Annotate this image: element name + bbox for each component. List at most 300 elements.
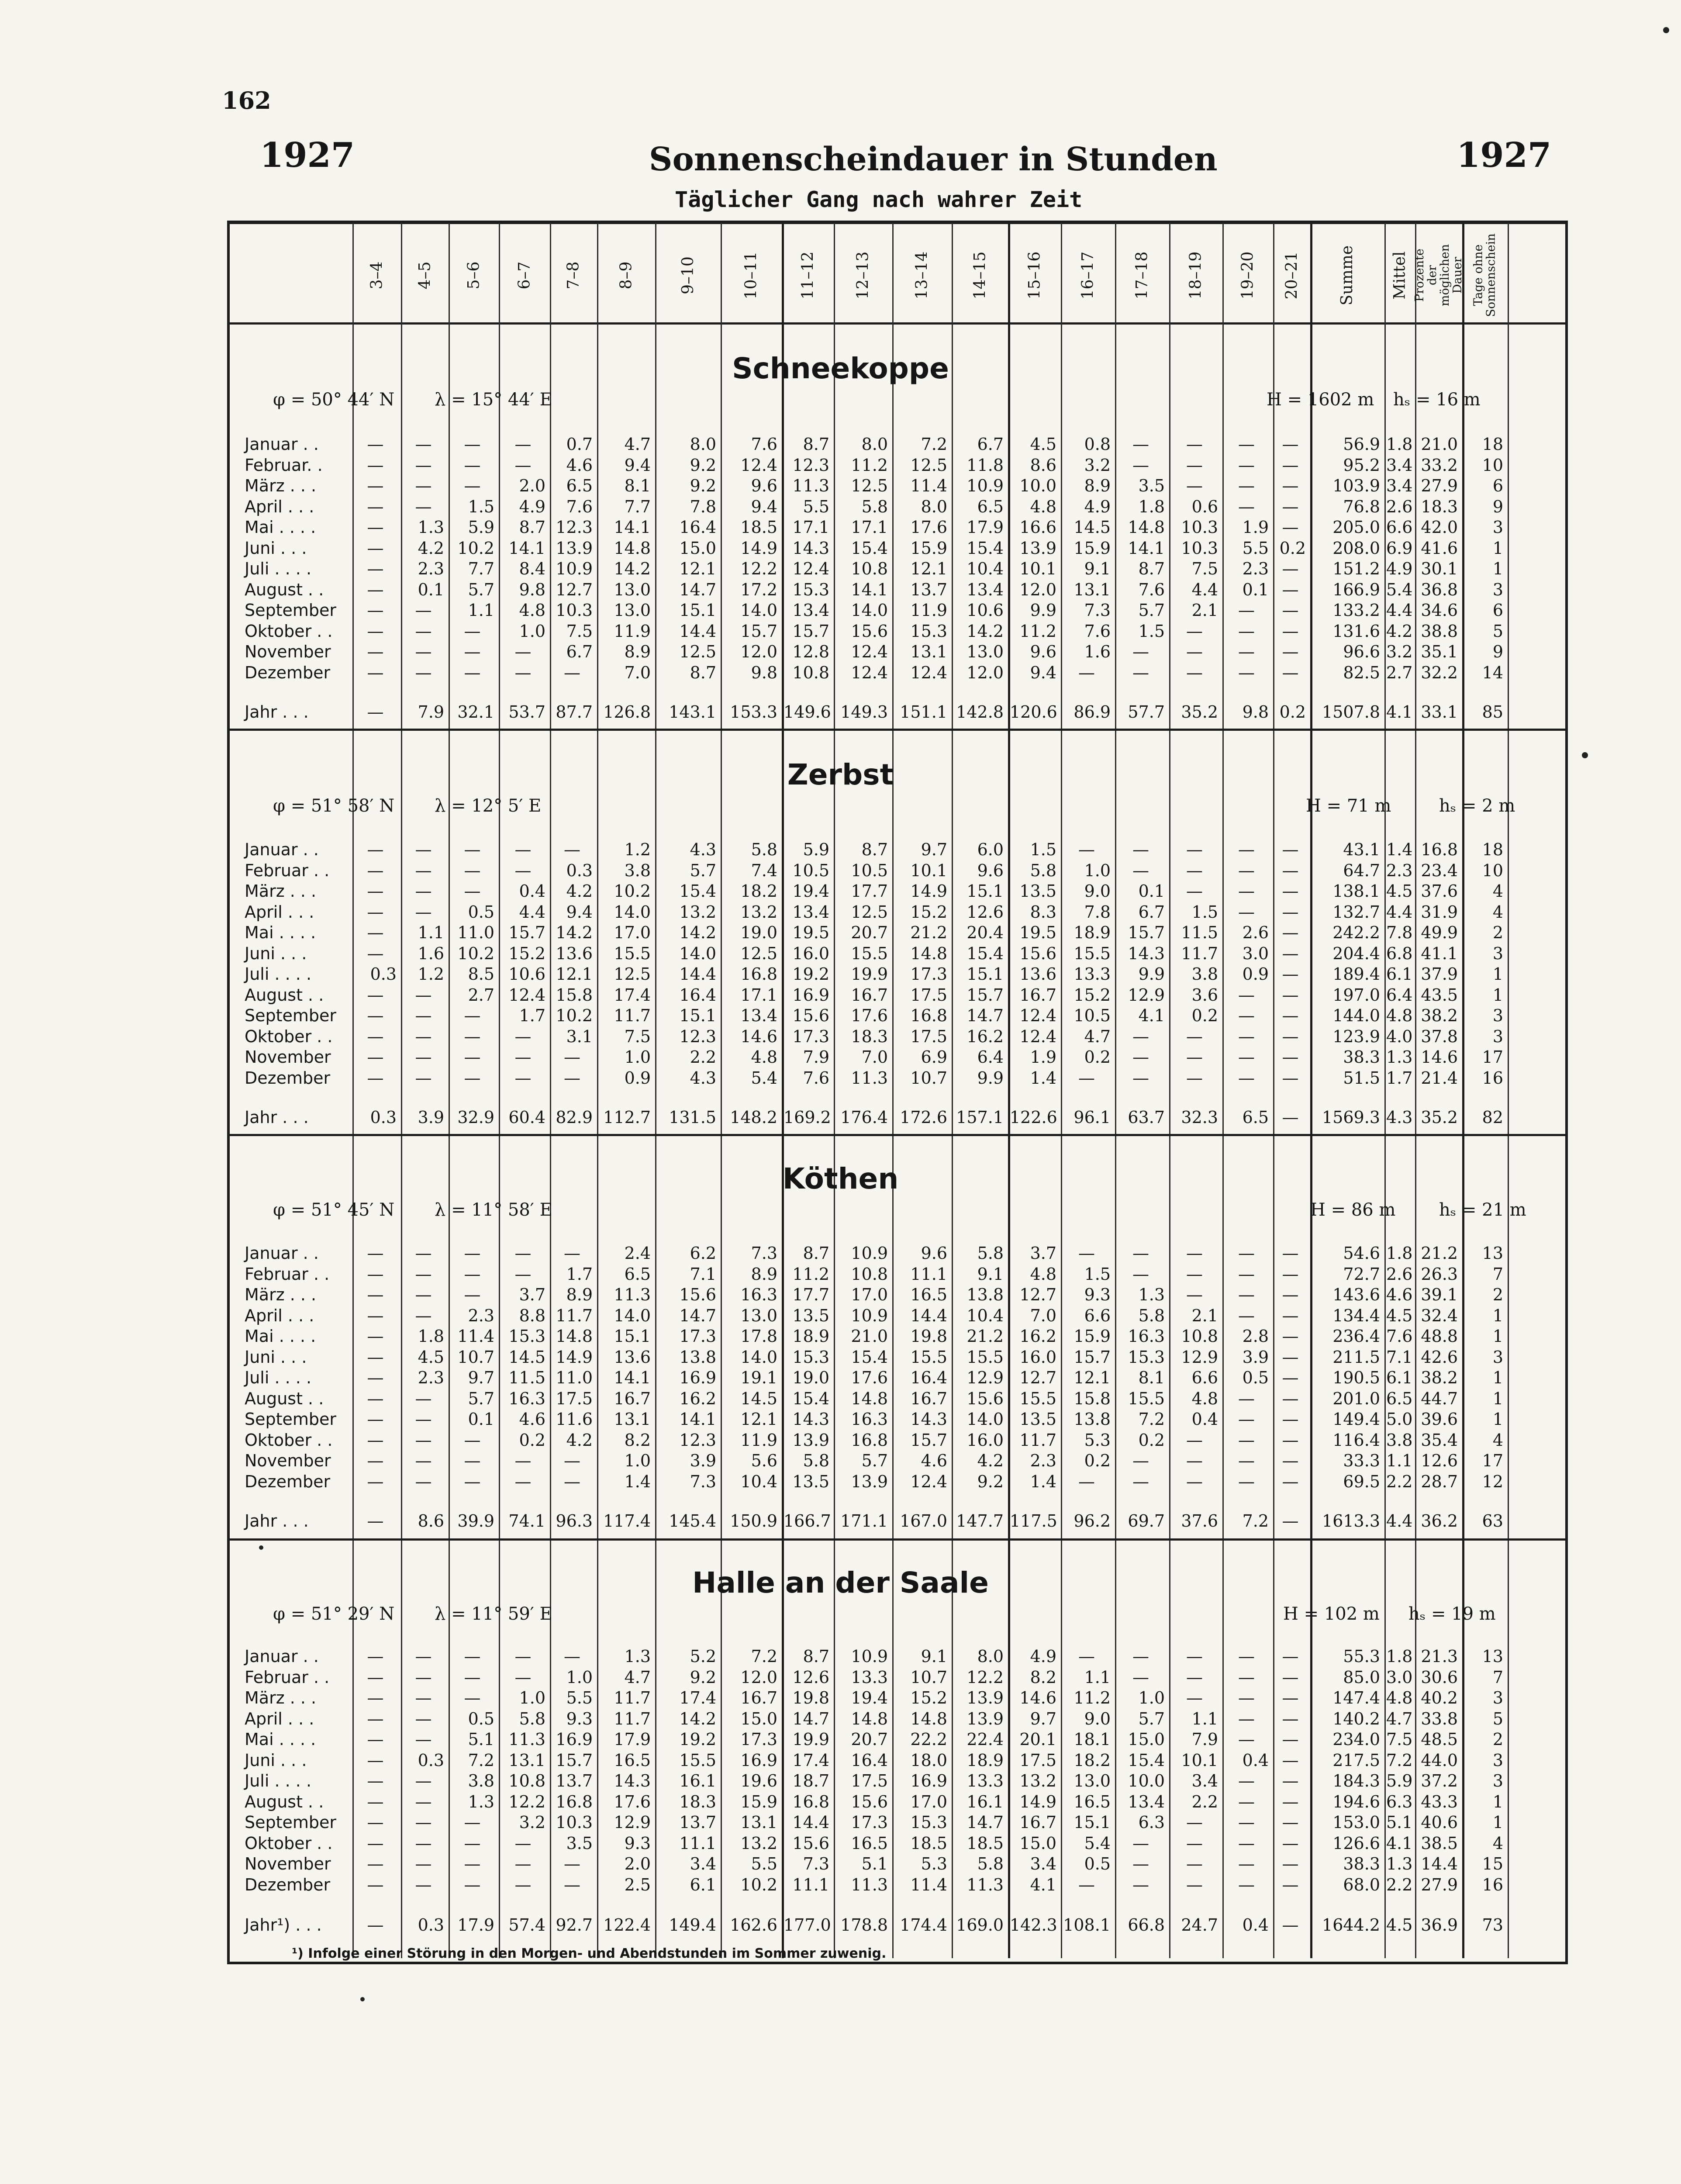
table-cell: 2.2: [1386, 1472, 1413, 1491]
table-cell: 15.4: [966, 943, 1004, 963]
table-cell: —: [464, 1647, 481, 1666]
row-label: Juli . . . .: [245, 1368, 312, 1387]
table-cell: 5.8: [803, 1451, 829, 1470]
table-cell: 8.1: [1138, 1368, 1165, 1387]
table-cell: —: [1132, 1451, 1149, 1470]
table-cell: —: [514, 840, 532, 859]
station-height: H = 1602 m: [1267, 390, 1374, 410]
table-cell: 3: [1492, 1771, 1503, 1790]
table-cell: —: [415, 1006, 432, 1025]
table-cell: 7.7: [624, 497, 651, 516]
table-cell: 1613.3: [1322, 1511, 1380, 1531]
table-cell: 14.5: [1073, 518, 1111, 537]
table-cell: 43.1: [1343, 840, 1380, 859]
table-cell: —: [1186, 1667, 1203, 1687]
table-cell: 9.4: [566, 902, 593, 922]
table-cell: —: [367, 1026, 384, 1046]
table-cell: 0.8: [1084, 435, 1111, 454]
table-cell: 10.4: [966, 559, 1004, 578]
table-cell: 12.9: [614, 1813, 651, 1832]
table-cell: 72.7: [1343, 1264, 1380, 1284]
table-cell: 148.2: [730, 1108, 777, 1127]
table-cell: 21.4: [1421, 1068, 1458, 1088]
row-label: Januar . .: [245, 840, 319, 859]
station-separator: [227, 1134, 1565, 1136]
column-header: [834, 229, 892, 321]
table-cell: 32.9: [457, 1108, 494, 1127]
table-cell: —: [367, 1854, 384, 1873]
table-cell: 27.9: [1421, 476, 1458, 495]
row-label: Juni . . .: [245, 538, 307, 558]
table-cell: 5: [1492, 621, 1503, 641]
table-cell: 11.2: [1019, 621, 1056, 641]
table-cell: 4: [1492, 1430, 1503, 1450]
column-divider: [1061, 223, 1062, 1958]
table-cell: 5.9: [468, 518, 494, 537]
table-cell: 4.8: [1191, 1389, 1218, 1408]
table-cell: 122.4: [603, 1915, 651, 1935]
table-cell: 6.6: [1084, 1306, 1111, 1325]
table-cell: 42.0: [1421, 518, 1458, 537]
table-cell: 14.2: [614, 559, 651, 578]
table-cell: 2.3: [1030, 1451, 1056, 1470]
table-cell: —: [415, 1285, 432, 1304]
table-cell: 9.1: [977, 1264, 1004, 1284]
table-cell: 1: [1492, 1327, 1503, 1346]
table-cell: 9.2: [690, 455, 716, 475]
table-cell: 13.8: [966, 1285, 1004, 1304]
table-cell: 0.9: [1242, 964, 1269, 984]
table-cell: 13.5: [1019, 1410, 1056, 1429]
table-cell: 3.2: [519, 1813, 545, 1832]
table-cell: 9.2: [977, 1472, 1004, 1491]
table-cell: —: [415, 601, 432, 620]
table-cell: 16.2: [966, 1026, 1004, 1046]
table-cell: 14.8: [910, 943, 947, 963]
table-cell: 14.2: [679, 1709, 716, 1728]
page-subtitle: Täglicher Gang nach wahrer Zeit: [675, 187, 1083, 212]
table-cell: 112.7: [603, 1108, 651, 1127]
table-cell: 14.0: [614, 1306, 651, 1325]
table-cell: 1.3: [418, 518, 444, 537]
table-cell: —: [1238, 902, 1255, 922]
table-cell: 205.0: [1332, 518, 1380, 537]
table-cell: 15.4: [966, 538, 1004, 558]
column-divider: [834, 223, 835, 1958]
table-cell: —: [1282, 1709, 1299, 1728]
table-cell: 12.4: [851, 642, 888, 661]
table-cell: 16.2: [679, 1389, 716, 1408]
table-cell: 12: [1482, 1472, 1503, 1491]
longitude: λ = 11° 59′ E: [435, 1604, 552, 1624]
table-cell: 7.8: [690, 497, 716, 516]
column-header: [1169, 229, 1222, 321]
table-cell: 7.5: [566, 621, 593, 641]
table-cell: 18.9: [1073, 923, 1111, 942]
table-cell: 14.5: [740, 1389, 777, 1408]
table-cell: 10.8: [508, 1771, 545, 1790]
table-cell: 9.6: [977, 860, 1004, 880]
table-cell: 37.6: [1421, 881, 1458, 901]
table-cell: 6.4: [1386, 985, 1413, 1005]
table-cell: 162.6: [730, 1915, 777, 1935]
table-cell: —: [514, 1854, 532, 1873]
table-cell: 14.1: [614, 1368, 651, 1387]
table-cell: 15.2: [508, 943, 545, 963]
table-cell: —: [514, 1647, 532, 1666]
table-cell: 6.5: [977, 497, 1004, 516]
table-cell: 12.5: [679, 642, 716, 661]
table-cell: 5: [1492, 1709, 1503, 1728]
table-cell: 126.8: [603, 702, 651, 722]
table-cell: 15.1: [966, 881, 1004, 901]
table-cell: —: [1238, 881, 1255, 901]
table-cell: —: [1186, 1647, 1203, 1666]
table-cell: 234.0: [1332, 1730, 1380, 1749]
column-header-label: 12–13: [854, 251, 872, 299]
table-cell: —: [1238, 1244, 1255, 1263]
table-cell: 5.8: [1138, 1306, 1165, 1325]
table-cell: 8.3: [1030, 902, 1056, 922]
table-cell: 117.5: [1010, 1511, 1057, 1531]
row-label: September: [245, 1410, 337, 1429]
table-cell: —: [1238, 985, 1255, 1005]
table-cell: 9.6: [1030, 642, 1056, 661]
table-cell: —: [367, 559, 384, 578]
table-cell: —: [464, 455, 481, 475]
table-cell: 17.5: [910, 1026, 947, 1046]
table-cell: 12.3: [792, 455, 829, 475]
column-header-label: Tage ohne Sonnenschein: [1472, 233, 1498, 317]
table-cell: 2.1: [1191, 1306, 1218, 1325]
table-cell: 1.0: [624, 1047, 651, 1067]
table-cell: 15.7: [910, 1430, 947, 1450]
table-cell: —: [415, 1667, 432, 1687]
row-label: März . . .: [245, 1285, 317, 1304]
table-cell: 9.4: [624, 455, 651, 475]
table-cell: —: [514, 642, 532, 661]
table-cell: 4.2: [1386, 621, 1413, 641]
table-cell: —: [367, 1750, 384, 1770]
table-cell: —: [1282, 601, 1299, 620]
table-cell: 12.5: [614, 964, 651, 984]
column-divider: [952, 223, 953, 1958]
table-cell: 13.2: [679, 902, 716, 922]
table-cell: 53.7: [508, 702, 545, 722]
table-cell: 16.7: [614, 1389, 651, 1408]
table-cell: 30.1: [1421, 559, 1458, 578]
table-cell: 7.5: [624, 1026, 651, 1046]
station-name: Schneekoppe: [732, 352, 949, 385]
table-cell: 15.4: [851, 538, 888, 558]
table-cell: 14.8: [851, 1389, 888, 1408]
table-cell: —: [464, 1244, 481, 1263]
horizon-height: hₛ = 2 m: [1439, 796, 1515, 816]
table-cell: 9.1: [921, 1647, 947, 1666]
table-cell: 2.0: [519, 476, 545, 495]
table-cell: 4.9: [1386, 559, 1413, 578]
table-cell: 11.7: [614, 1688, 651, 1707]
table-cell: 16.8: [792, 1792, 829, 1811]
table-cell: 18.5: [910, 1833, 947, 1853]
table-cell: —: [1238, 1006, 1255, 1025]
table-cell: 1.0: [519, 1688, 545, 1707]
table-cell: 7.3: [1084, 601, 1111, 620]
table-cell: 16.9: [556, 1730, 593, 1749]
table-cell: 122.6: [1010, 1108, 1057, 1127]
table-cell: 17.6: [851, 1006, 888, 1025]
table-cell: 143.1: [669, 702, 716, 722]
table-cell: 12.2: [740, 559, 777, 578]
table-cell: —: [1282, 1792, 1299, 1811]
row-label: Februar . .: [245, 860, 330, 880]
column-header-label: 16–17: [1079, 251, 1097, 299]
column-header: [952, 229, 1008, 321]
table-cell: 1.3: [1138, 1285, 1165, 1304]
table-cell: 14.0: [851, 601, 888, 620]
table-cell: 14.6: [1019, 1688, 1056, 1707]
column-divider: [1384, 223, 1386, 1958]
column-header: [499, 229, 550, 321]
table-cell: 5.7: [690, 860, 716, 880]
table-cell: —: [1238, 642, 1255, 661]
table-cell: 1.4: [624, 1472, 651, 1491]
table-cell: —: [1132, 1244, 1149, 1263]
table-cell: —: [564, 840, 580, 859]
row-label: November: [245, 1854, 331, 1873]
table-cell: 17.5: [851, 1771, 888, 1790]
row-label: November: [245, 1047, 331, 1067]
table-cell: 147.4: [1332, 1688, 1380, 1707]
table-cell: 13.9: [966, 1688, 1004, 1707]
table-cell: 4: [1492, 1833, 1503, 1853]
table-cell: —: [367, 1915, 384, 1935]
table-cell: 5.8: [861, 497, 888, 516]
row-label: August . .: [245, 985, 324, 1005]
table-cell: —: [1238, 435, 1255, 454]
table-cell: 15.5: [1073, 943, 1111, 963]
table-cell: 10.3: [556, 1813, 593, 1832]
table-cell: —: [464, 1068, 481, 1088]
table-cell: —: [1238, 621, 1255, 641]
table-cell: —: [415, 1688, 432, 1707]
table-cell: 178.8: [840, 1915, 888, 1935]
table-cell: 5.5: [751, 1854, 777, 1873]
table-cell: 15.9: [740, 1792, 777, 1811]
table-cell: —: [415, 621, 432, 641]
table-cell: 14.1: [614, 518, 651, 537]
table-cell: 10.2: [457, 538, 494, 558]
table-cell: —: [367, 497, 384, 516]
table-cell: 15.6: [966, 1389, 1004, 1408]
table-cell: 9: [1492, 497, 1503, 516]
table-cell: 7.4: [751, 860, 777, 880]
table-cell: 7.9: [803, 1047, 829, 1067]
table-cell: 6.0: [977, 840, 1004, 859]
table-cell: 12.1: [556, 964, 593, 984]
table-cell: 3: [1492, 518, 1503, 537]
table-cell: —: [367, 1833, 384, 1853]
table-cell: —: [1282, 881, 1299, 901]
table-cell: 1.8: [1386, 435, 1413, 454]
table-cell: 1.8: [418, 1327, 444, 1346]
table-cell: —: [464, 1875, 481, 1894]
ink-speck: [259, 1545, 263, 1550]
column-divider: [401, 223, 402, 1958]
table-cell: 5.3: [1084, 1430, 1111, 1450]
table-cell: —: [464, 1006, 481, 1025]
row-label: April . . .: [245, 902, 314, 922]
table-cell: 4.2: [566, 1430, 593, 1450]
table-cell: 0.3: [370, 964, 397, 984]
table-cell: —: [1282, 964, 1299, 984]
table-cell: 35.4: [1421, 1430, 1458, 1450]
table-cell: 38.2: [1421, 1006, 1458, 1025]
table-cell: 37.2: [1421, 1771, 1458, 1790]
table-cell: 4.9: [519, 497, 545, 516]
table-cell: 14.7: [966, 1006, 1004, 1025]
ink-speck: [360, 1997, 365, 2001]
table-cell: 12.5: [851, 476, 888, 495]
table-cell: 18.5: [740, 518, 777, 537]
table-cell: —: [1238, 1068, 1255, 1088]
table-cell: 3.0: [1242, 943, 1269, 963]
table-cell: —: [415, 1451, 432, 1470]
table-cell: 5.7: [861, 1451, 888, 1470]
table-cell: —: [367, 1306, 384, 1325]
ink-speck: [1663, 27, 1669, 33]
table-cell: 117.4: [603, 1511, 651, 1531]
table-cell: 5.8: [751, 840, 777, 859]
table-cell: 2.0: [624, 1854, 651, 1873]
table-cell: —: [415, 1854, 432, 1873]
table-cell: 19.6: [740, 1771, 777, 1790]
table-cell: 6.2: [690, 1244, 716, 1263]
station-name: Halle an der Saale: [692, 1566, 989, 1600]
table-cell: 16.5: [910, 1285, 947, 1304]
table-cell: 13.4: [740, 1006, 777, 1025]
table-cell: —: [1238, 1730, 1255, 1749]
table-cell: 20.4: [966, 923, 1004, 942]
table-cell: 11.5: [1181, 923, 1218, 942]
table-cell: 6.3: [1386, 1792, 1413, 1811]
table-cell: 14.4: [1421, 1854, 1458, 1873]
column-header: [1273, 229, 1310, 321]
table-cell: 7.5: [1386, 1730, 1413, 1749]
table-cell: 1.7: [566, 1264, 593, 1284]
table-cell: 149.3: [840, 702, 888, 722]
table-cell: 5.9: [1386, 1771, 1413, 1790]
table-cell: 1.4: [1386, 840, 1413, 859]
table-cell: 32.2: [1421, 663, 1458, 682]
table-cell: 16: [1482, 1068, 1503, 1088]
table-cell: 14.3: [1128, 943, 1165, 963]
table-cell: 9.7: [468, 1368, 494, 1387]
table-cell: —: [564, 1472, 580, 1491]
table-cell: 8.7: [803, 1244, 829, 1263]
table-cell: 3.7: [519, 1285, 545, 1304]
table-cell: 126.6: [1332, 1833, 1380, 1853]
table-cell: 87.7: [556, 702, 593, 722]
table-cell: —: [1282, 1347, 1299, 1367]
table-cell: —: [415, 642, 432, 661]
table-cell: —: [1132, 1875, 1149, 1894]
table-cell: 4.9: [1084, 497, 1111, 516]
table-cell: 11.2: [1073, 1688, 1111, 1707]
table-cell: 16: [1482, 1875, 1503, 1894]
table-cell: 9.8: [751, 663, 777, 682]
table-cell: 149.4: [669, 1915, 716, 1935]
table-cell: 82.5: [1343, 663, 1380, 682]
table-cell: 8.4: [519, 559, 545, 578]
row-label: Jahr¹) . . .: [245, 1915, 322, 1935]
table-cell: 12.5: [740, 943, 777, 963]
column-header-label: 10–11: [742, 251, 760, 299]
row-label: September: [245, 1006, 337, 1025]
column-header: [782, 229, 834, 321]
table-cell: 18.9: [792, 1327, 829, 1346]
table-cell: 149.6: [784, 702, 831, 722]
table-cell: 140.2: [1332, 1709, 1380, 1728]
table-cell: 10.0: [1128, 1771, 1165, 1790]
table-cell: 151.1: [900, 702, 947, 722]
table-cell: —: [1282, 1667, 1299, 1687]
table-cell: —: [514, 1026, 532, 1046]
table-cell: 10.5: [792, 860, 829, 880]
table-cell: —: [564, 1875, 580, 1894]
table-cell: 2.2: [1191, 1792, 1218, 1811]
table-cell: —: [514, 1244, 532, 1263]
row-label: Juni . . .: [245, 943, 307, 963]
table-cell: 5.4: [1386, 580, 1413, 599]
table-cell: 15.2: [1073, 985, 1111, 1005]
table-cell: 147.7: [956, 1511, 1004, 1531]
table-cell: 19.2: [679, 1730, 716, 1749]
table-cell: —: [1186, 1026, 1203, 1046]
table-cell: —: [1238, 1264, 1255, 1284]
table-cell: 12.9: [1181, 1347, 1218, 1367]
table-cell: 16.9: [679, 1368, 716, 1387]
table-cell: 10.2: [740, 1875, 777, 1894]
row-label: November: [245, 1451, 331, 1470]
table-cell: 66.8: [1128, 1915, 1165, 1935]
table-cell: 3: [1492, 1026, 1503, 1046]
table-cell: 1.5: [1084, 1264, 1111, 1284]
table-cell: 16.4: [851, 1750, 888, 1770]
table-cell: 5.9: [803, 840, 829, 859]
table-cell: 1: [1492, 538, 1503, 558]
table-cell: 19.8: [910, 1327, 947, 1346]
table-cell: 11.0: [556, 1368, 593, 1387]
table-cell: 2.1: [1191, 601, 1218, 620]
table-cell: 14.2: [966, 621, 1004, 641]
ink-speck: [1582, 752, 1588, 758]
column-divider: [655, 223, 656, 1958]
table-cell: —: [367, 902, 384, 922]
table-cell: 14.4: [679, 964, 716, 984]
table-cell: —: [415, 1389, 432, 1408]
table-cell: 42.6: [1421, 1347, 1458, 1367]
table-cell: 15.2: [910, 1688, 947, 1707]
table-cell: 16.3: [851, 1410, 888, 1429]
table-cell: —: [1282, 621, 1299, 641]
table-cell: 96.2: [1073, 1511, 1111, 1531]
table-cell: 10.6: [508, 964, 545, 984]
row-label: Mai . . . .: [245, 923, 316, 942]
table-cell: 166.7: [784, 1511, 831, 1531]
table-cell: 1: [1492, 1306, 1503, 1325]
table-cell: —: [1282, 1451, 1299, 1470]
